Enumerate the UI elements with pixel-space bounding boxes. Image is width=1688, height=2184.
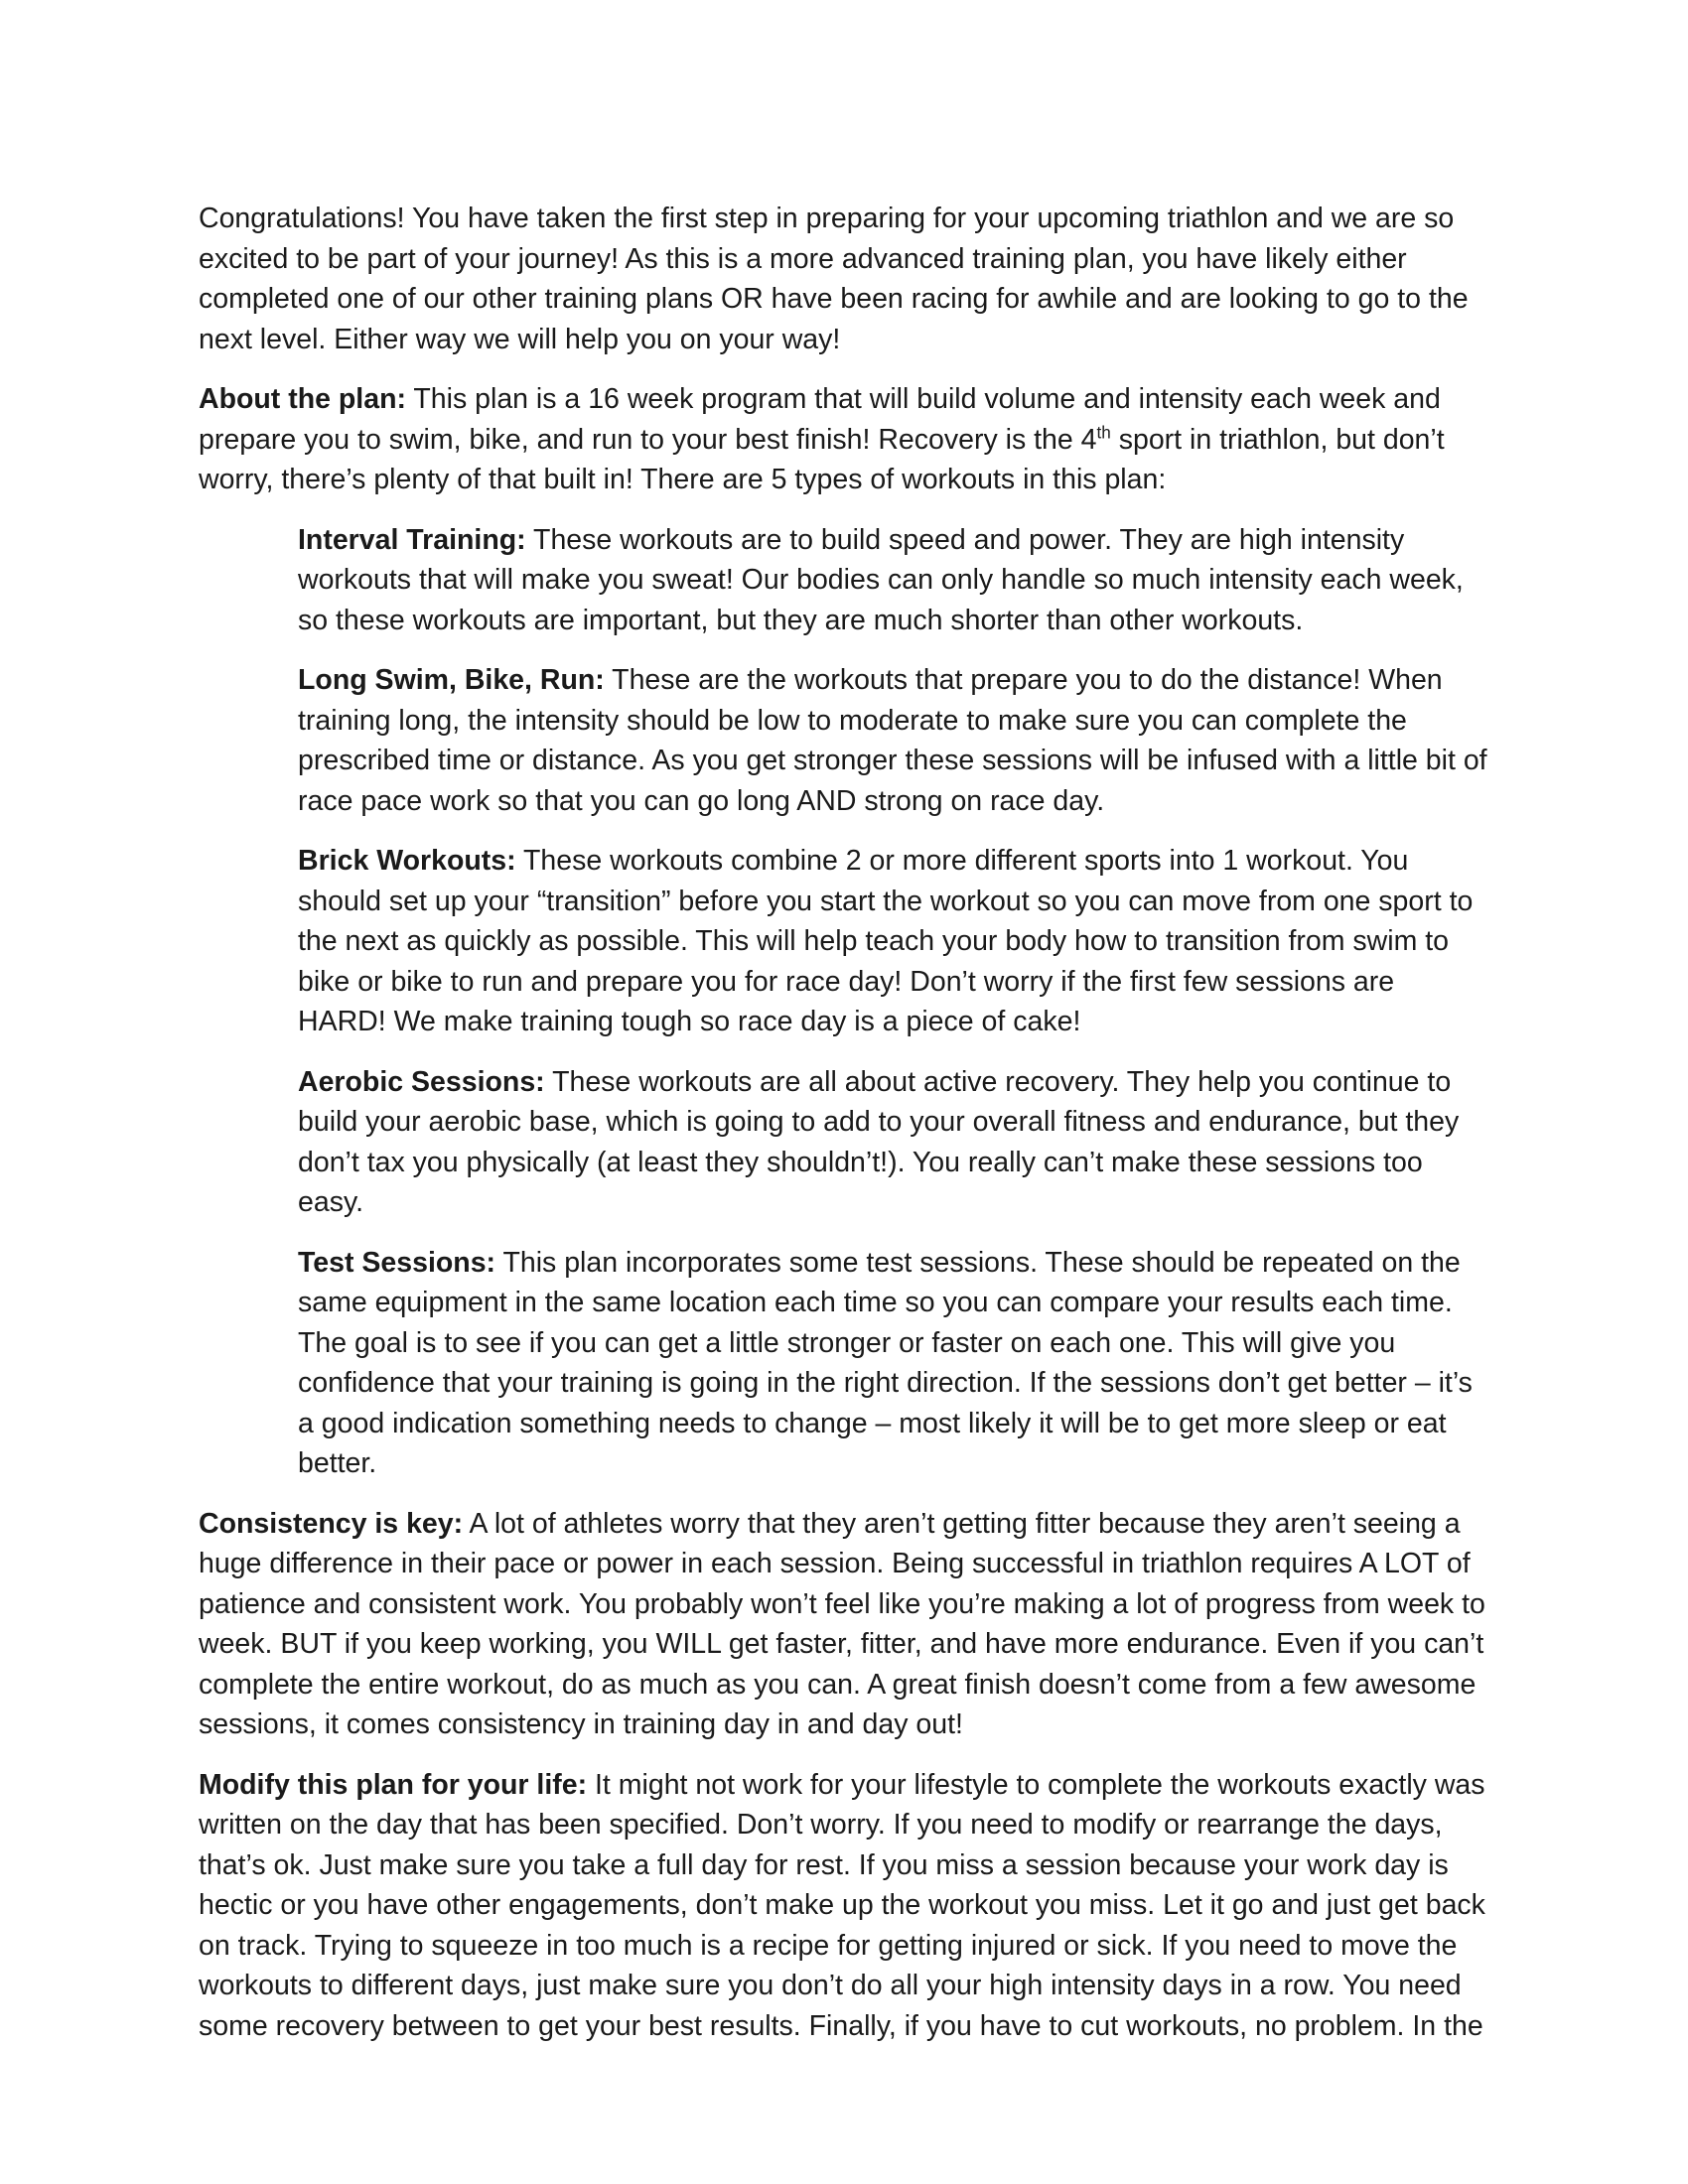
- consistency-text: A lot of athletes worry that they aren’t getting fitter because they aren’t seeing a huge difference in their pace or power in each session. Being successful in triathlon requires A LOT of patience and consistent work. You probably won’t feel like you’re making a lot of progress from week to week. BUT if you keep working, you WILL get faster, fitter, and have more endurance. Even if you can’t complete the entire workout, do as much as you can. A great finish doesn’t come from a few awesome sessions, it comes consistency in training day in and day out!: [199, 1507, 1485, 1740]
- test-sessions-heading: Test Sessions:: [298, 1246, 496, 1279]
- brick-workouts-paragraph: [298, 841, 1489, 1042]
- modify-plan-text: It might not work for your lifestyle to complete the workouts exactly was written on the day that has been specified. Don’t worry. If you need to modify or rearrange the days, that’s ok. Just make sure you take a full day for rest. If you miss a session because your work day is hectic or you have other engagements, don’t make up the workout you miss. Let it go and just get back on track. Trying to squeeze in too much is a recipe for getting injured or sick. If you need to move the workouts to different days, just make sure you don’t do all your high intensity days in a row. You need some recovery between to get your best results. Finally, if you have to cut workouts, no problem. In the: [199, 1768, 1485, 2042]
- aerobic-sessions-text: These workouts are all about active recovery. They help you continue to build your aerobic base, which is going to add to your overall fitness and endurance, but they don’t tax you physically (at least they shouldn’t!). You really can’t make these sessions too easy.: [298, 1065, 1460, 1218]
- document-page: [199, 199, 1489, 2042]
- consistency-heading: Consistency is key:: [199, 1507, 464, 1540]
- interval-training-paragraph: [298, 520, 1489, 641]
- aerobic-sessions-paragraph: [298, 1062, 1489, 1223]
- about-text-2: sport in triathlon, but don’t worry, there’s plenty of that built in! There are 5 types of workouts in this plan:: [199, 423, 1445, 495]
- about-paragraph: [199, 379, 1489, 500]
- interval-training-text: These workouts are to build speed and power. They are high intensity workouts that will make you sweat! Our bodies can only handle so much intensity each week, so these workouts are important, but they are much shorter than other workouts.: [298, 523, 1464, 636]
- intro-paragraph: Congratulations! You have taken the first step in preparing for your upcoming triathlon and we are so excited to be part of your journey! As this is a more advanced training plan, you have likely either completed one of our other training plans OR have been racing for awhile and are looking to go to the next level. Either way we will help you on your way!: [199, 203, 1469, 355]
- about-heading: About the plan:: [199, 383, 406, 415]
- modify-plan-heading: Modify this plan for your life:: [199, 1768, 588, 1801]
- test-sessions-paragraph: [298, 1243, 1489, 1484]
- interval-training-heading: Interval Training:: [298, 523, 526, 556]
- long-sessions-text: These are the workouts that prepare you to do the distance! When training long, the intensity should be low to moderate to make sure you can complete the prescribed time or distance. As you get stronger these sessions will be infused with a little bit of race pace work so that you can go long AND strong on race day.: [298, 664, 1487, 817]
- brick-workouts-heading: Brick Workouts:: [298, 845, 516, 877]
- brick-workouts-text: These workouts combine 2 or more different sports into 1 workout. You should set up your “transition” before you start the workout so you can move from one sport to the next as quickly as possible. This will help teach your body how to transition from swim to bike or bike to run and prepare you for race day! Don’t worry if the first few sessions are HARD! We make training tough so race day is a piece of cake!: [298, 845, 1474, 1037]
- ordinal-superscript: th: [1096, 423, 1111, 442]
- aerobic-sessions-heading: Aerobic Sessions:: [298, 1065, 545, 1098]
- about-text-1: This plan is a 16 week program that will build volume and intensity each week and prepare you to swim, bike, and run to your best finish! Recovery is the 4: [199, 383, 1441, 456]
- long-sessions-heading: Long Swim, Bike, Run:: [298, 664, 605, 696]
- modify-plan-paragraph: [199, 1765, 1489, 2047]
- consistency-paragraph: [199, 1504, 1489, 1745]
- test-sessions-text: This plan incorporates some test sessions. These should be repeated on the same equipment in the same location each time so you can compare your results each time. The goal is to see if you can get a little stronger or faster on each one. This will give you confidence that your training is going in the right direction. If the sessions don’t get better – it’s a good indication something needs to change – most likely it will be to get more sleep or eat better.: [298, 1246, 1473, 1479]
- long-sessions-paragraph: [298, 660, 1489, 821]
